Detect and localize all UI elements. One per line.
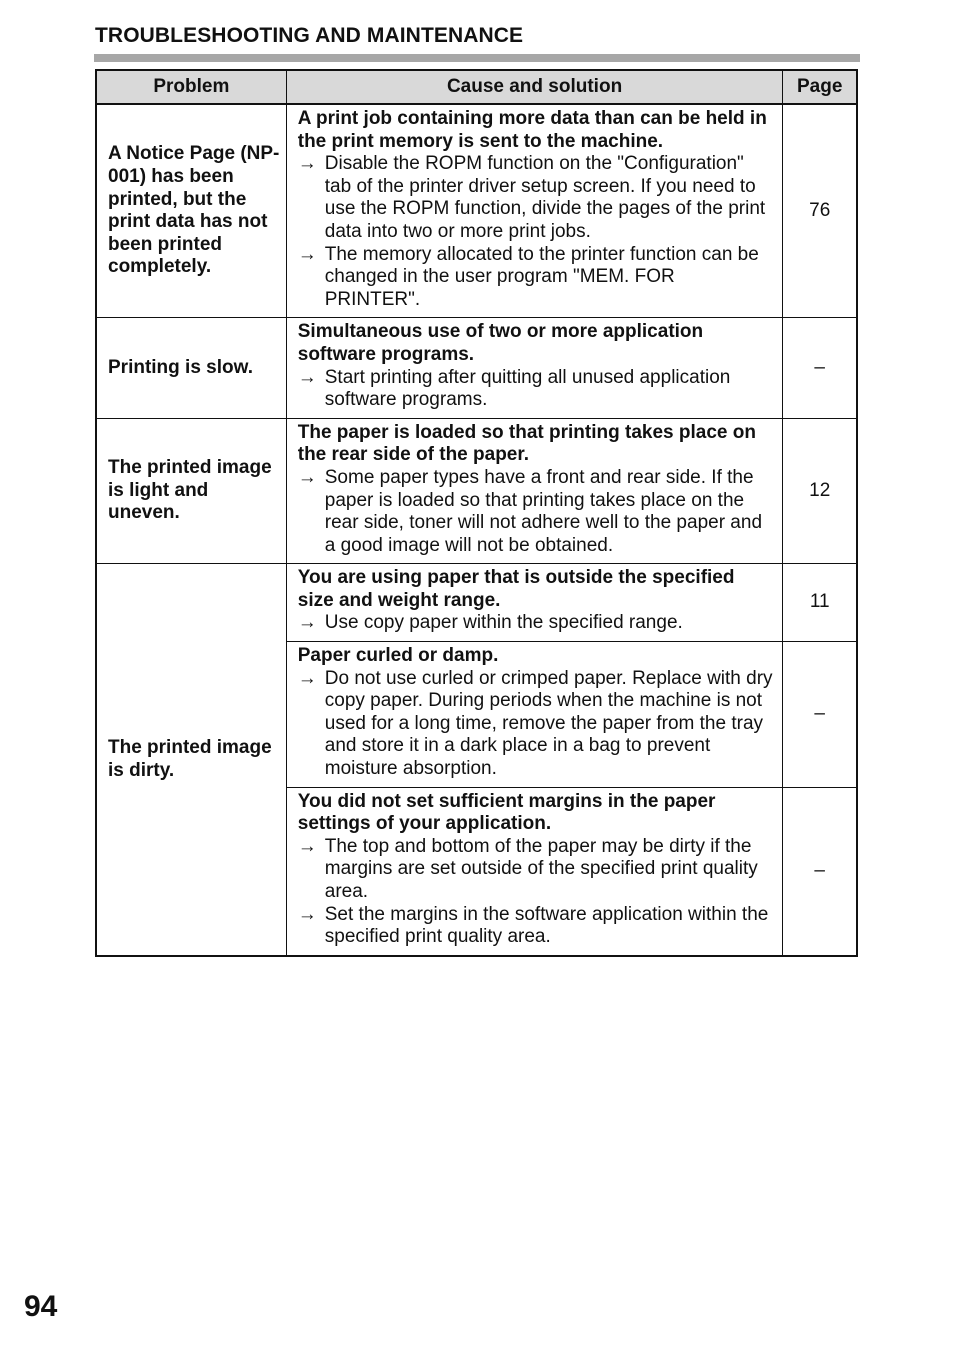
arrow-icon: →	[297, 366, 317, 388]
problem-cell: Printing is slow.	[96, 318, 286, 418]
section-title: TROUBLESHOOTING AND MAINTENANCE	[95, 24, 524, 47]
problem-cell: A Notice Page (NP-001) has been printed, but the print data has not been printed completely.	[96, 104, 286, 318]
cause-cell	[286, 564, 783, 642]
arrow-icon: →	[297, 835, 317, 857]
solution-text: The memory allocated to the printer function can be changed in the user program "MEM. FOR PRINTER".	[324, 243, 759, 310]
solution-item	[298, 153, 775, 243]
page-reference-cell: –	[783, 318, 857, 418]
arrow-icon: →	[297, 153, 317, 175]
solution-item	[298, 467, 775, 557]
cause-title: You are using paper that is outside the specified size and weight range.	[297, 567, 735, 611]
solution-item	[298, 836, 775, 904]
page-reference-cell: 76	[783, 104, 857, 318]
cause-cell	[286, 418, 783, 564]
solution-text: Start printing after quitting all unused application software programs.	[324, 366, 731, 411]
table-body	[96, 104, 857, 956]
solution-text: Set the margins in the software application within the specified print quality area.	[324, 903, 769, 948]
cause-title: Paper curled or damp.	[297, 645, 499, 667]
solution-item	[298, 668, 775, 781]
table-row	[96, 418, 857, 564]
solution-text: Some paper types have a front and rear side. If the paper is loaded so that printing takes place on the rear side, toner will not adhere well to the paper and a good image will not be obtained.	[324, 466, 763, 556]
arrow-icon: →	[297, 667, 317, 689]
problem-cell: The printed image is light and uneven.	[96, 418, 286, 564]
cause-title: Simultaneous use of two or more application software programs.	[297, 321, 704, 365]
column-header-page: Page	[783, 70, 857, 104]
arrow-icon: →	[297, 243, 317, 265]
cause-cell	[286, 787, 783, 956]
solution-text: Use copy paper within the specified range.	[324, 612, 683, 634]
page-reference-cell: –	[783, 787, 857, 956]
column-header-cause-and-solution: Cause and solution	[286, 70, 783, 104]
table-header-row	[96, 70, 857, 104]
table-row	[96, 564, 857, 642]
page-reference-cell: –	[783, 642, 857, 788]
solution-item	[298, 612, 775, 635]
problem-cell: The printed image is dirty.	[96, 564, 286, 956]
table-row	[96, 318, 857, 418]
solution-text: Do not use curled or crimped paper. Replace with dry copy paper. During periods when the machine is not used for a long time, remove the paper from the tray and store it in a dark place in a bag to prevent moisture absorption.	[324, 667, 773, 780]
page-reference-cell: 12	[783, 418, 857, 564]
solution-text: Disable the ROPM function on the "Configuration" tab of the printer driver setup screen. If you need to use the ROPM function, divide the pages of the print data into two or more print jobs.	[324, 153, 766, 242]
page-reference-cell: 11	[783, 564, 857, 642]
cause-cell	[286, 104, 783, 318]
cause-title: A print job containing more data than can be held in the print memory is sent to the machine.	[297, 108, 767, 152]
cause-cell	[286, 642, 783, 788]
cause-title: You did not set sufficient margins in the paper settings of your application.	[297, 790, 716, 835]
solution-item	[298, 367, 775, 412]
arrow-icon: →	[297, 612, 317, 634]
title-rule	[94, 54, 860, 62]
solution-item	[298, 244, 775, 312]
solution-item	[298, 904, 775, 949]
arrow-icon: →	[297, 466, 317, 488]
troubleshooting-table	[95, 69, 858, 957]
solution-text: The top and bottom of the paper may be dirty if the margins are set outside of the specified print quality area.	[324, 835, 758, 902]
page-number: 94	[24, 1290, 58, 1323]
cause-cell	[286, 318, 783, 418]
table-row	[96, 104, 857, 318]
cause-title: The paper is loaded so that printing takes place on the rear side of the paper.	[297, 421, 756, 466]
column-header-problem: Problem	[96, 70, 286, 104]
arrow-icon: →	[297, 903, 317, 925]
